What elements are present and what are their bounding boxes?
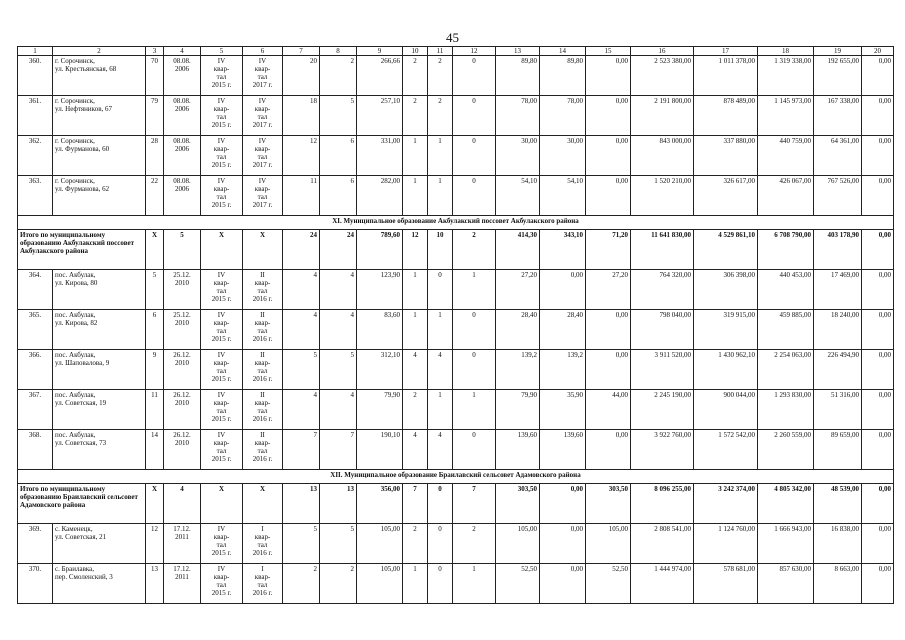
table-cell: IV квар- тал 2017 г.: [243, 56, 283, 96]
subtotal-cell: 48 539,00: [814, 484, 862, 524]
table-cell: 4: [428, 350, 453, 390]
table-cell: II квар- тал 2016 г.: [243, 390, 283, 430]
table-cell: 139,60: [540, 430, 586, 470]
table-cell: IV квар- тал 2017 г.: [243, 96, 283, 136]
table-cell: 0: [453, 56, 496, 96]
table-cell: 5: [320, 350, 357, 390]
subtotal-cell: 789,60: [357, 230, 403, 270]
table-cell: 2 523 380,00: [631, 56, 694, 96]
table-cell: 26.12. 2010: [164, 430, 201, 470]
table-cell: 900 044,00: [694, 390, 758, 430]
table-cell: 1: [403, 310, 428, 350]
table-cell: IV квар- тал 2017 г.: [243, 176, 283, 216]
table-cell: 306 398,00: [694, 270, 758, 310]
table-cell: 89,80: [496, 56, 540, 96]
table-cell: 89 659,00: [814, 430, 862, 470]
section-heading: XII. Муниципальное образование Браилавский сельсовет Адамовского района: [18, 470, 894, 484]
table-cell: IV квар- тал 2015 г.: [201, 56, 243, 96]
table-cell: 192 655,00: [814, 56, 862, 96]
table-row: [18, 430, 894, 470]
column-number-row: [18, 47, 894, 56]
table-cell: 52,50: [586, 564, 631, 604]
subtotal-cell: 12: [403, 230, 428, 270]
table-cell: 5: [320, 524, 357, 564]
table-cell: 26.12. 2010: [164, 390, 201, 430]
address-cell: г. Сорочинск, ул. Фурманова, 62: [53, 176, 146, 216]
table-cell: 312,10: [357, 350, 403, 390]
subtotal-cell: 13: [320, 484, 357, 524]
table-row: [18, 564, 894, 604]
column-number-cell: 2: [53, 47, 146, 56]
table-cell: 30,00: [540, 136, 586, 176]
table-cell: 16 838,00: [814, 524, 862, 564]
column-number-cell: 10: [403, 47, 428, 56]
subtotal-row: [18, 230, 894, 270]
table-cell: 440 453,00: [758, 270, 814, 310]
table-cell: 25.12. 2010: [164, 310, 201, 350]
table-cell: II квар- тал 2016 г.: [243, 270, 283, 310]
column-number-cell: 17: [694, 47, 758, 56]
table-cell: 4: [320, 310, 357, 350]
table-cell: 257,10: [357, 96, 403, 136]
column-number-cell: 9: [357, 47, 403, 56]
subtotal-cell: 403 178,90: [814, 230, 862, 270]
subtotal-cell: X: [243, 230, 283, 270]
table-cell: I квар- тал 2016 г.: [243, 564, 283, 604]
table-row: [18, 176, 894, 216]
table-cell: 5: [320, 96, 357, 136]
table-cell: 5: [283, 524, 320, 564]
table-cell: 83,60: [357, 310, 403, 350]
subtotal-cell: 8 096 255,00: [631, 484, 694, 524]
table-cell: 5: [283, 350, 320, 390]
table-cell: 0,00: [862, 524, 894, 564]
table-cell: 1 145 973,00: [758, 96, 814, 136]
table-cell: 28,40: [496, 310, 540, 350]
table-cell: 2: [403, 96, 428, 136]
table-cell: 2: [403, 390, 428, 430]
subtotal-cell: 6 708 790,00: [758, 230, 814, 270]
table-cell: 337 880,00: [694, 136, 758, 176]
table-cell: II квар- тал 2016 г.: [243, 310, 283, 350]
table-cell: 17.12. 2011: [164, 564, 201, 604]
row-number: 363.: [18, 176, 53, 216]
table-cell: 843 000,00: [631, 136, 694, 176]
table-cell: 13: [146, 564, 164, 604]
subtotal-cell: 24: [283, 230, 320, 270]
subtotal-cell: X: [146, 230, 164, 270]
table-cell: 08.08. 2006: [164, 96, 201, 136]
subtotal-cell: 303,50: [496, 484, 540, 524]
table-row: [18, 96, 894, 136]
row-number: 366.: [18, 350, 53, 390]
column-number-cell: 20: [862, 47, 894, 56]
table-cell: 8 663,00: [814, 564, 862, 604]
table-cell: 6: [320, 136, 357, 176]
table-cell: 2: [403, 56, 428, 96]
row-number: 365.: [18, 310, 53, 350]
address-cell: пос. Акбулак, ул. Кирова, 80: [53, 270, 146, 310]
subtotal-cell: 71,20: [586, 230, 631, 270]
table-cell: 20: [283, 56, 320, 96]
table-cell: 54,10: [540, 176, 586, 216]
table-cell: 79,90: [496, 390, 540, 430]
table-cell: 17 469,00: [814, 270, 862, 310]
column-number-cell: 14: [540, 47, 586, 56]
subtotal-cell: 10: [428, 230, 453, 270]
table-cell: 0,00: [540, 524, 586, 564]
table-cell: 1: [428, 176, 453, 216]
table-cell: 79,90: [357, 390, 403, 430]
column-number-cell: 15: [586, 47, 631, 56]
table-cell: 27,20: [496, 270, 540, 310]
table-cell: 1 124 760,00: [694, 524, 758, 564]
table-cell: 30,00: [496, 136, 540, 176]
table-cell: 0,00: [586, 136, 631, 176]
table-cell: 52,50: [496, 564, 540, 604]
table-cell: IV квар- тал 2015 г.: [201, 176, 243, 216]
registry-table: [17, 46, 894, 604]
section-heading: XI. Муниципальное образование Акбулакский поссовет Акбулакского района: [18, 216, 894, 230]
table-cell: 426 067,00: [758, 176, 814, 216]
table-cell: 326 617,00: [694, 176, 758, 216]
subtotal-cell: 343,10: [540, 230, 586, 270]
subtotal-cell: 11 641 830,00: [631, 230, 694, 270]
row-number: 362.: [18, 136, 53, 176]
table-cell: 0,00: [586, 310, 631, 350]
table-cell: 1: [428, 390, 453, 430]
table-cell: 4: [403, 350, 428, 390]
table-cell: 22: [146, 176, 164, 216]
column-number-cell: 5: [201, 47, 243, 56]
column-number-cell: 7: [283, 47, 320, 56]
subtotal-cell: X: [146, 484, 164, 524]
table-cell: 4: [283, 310, 320, 350]
table-cell: 1: [403, 136, 428, 176]
table-cell: 105,00: [496, 524, 540, 564]
address-cell: с. Браилавка, пер. Смоленский, 3: [53, 564, 146, 604]
table-cell: 2 245 190,00: [631, 390, 694, 430]
table-row: [18, 524, 894, 564]
table-cell: IV квар- тал 2015 г.: [201, 270, 243, 310]
table-cell: 4: [283, 390, 320, 430]
table-cell: 2: [320, 564, 357, 604]
table-cell: 1: [403, 564, 428, 604]
table-cell: 0,00: [862, 350, 894, 390]
table-cell: 3 922 760,00: [631, 430, 694, 470]
table-cell: 51 316,00: [814, 390, 862, 430]
table-cell: 1 011 378,00: [694, 56, 758, 96]
subtotal-cell: 414,30: [496, 230, 540, 270]
table-cell: 139,60: [496, 430, 540, 470]
table-cell: 7: [320, 430, 357, 470]
table-cell: 190,10: [357, 430, 403, 470]
subtotal-cell: 0,00: [540, 484, 586, 524]
table-cell: 1: [428, 310, 453, 350]
address-cell: пос. Акбулак, ул. Кирова, 82: [53, 310, 146, 350]
table-cell: 0: [453, 176, 496, 216]
row-number: 361.: [18, 96, 53, 136]
table-cell: 1: [453, 390, 496, 430]
table-cell: 226 494,90: [814, 350, 862, 390]
section-heading-row: [18, 470, 894, 484]
table-cell: 0,00: [862, 564, 894, 604]
table-cell: 79: [146, 96, 164, 136]
table-cell: 0: [453, 350, 496, 390]
table-cell: 878 489,00: [694, 96, 758, 136]
table-cell: 2: [320, 56, 357, 96]
subtotal-cell: 0,00: [862, 230, 894, 270]
table-cell: 764 320,00: [631, 270, 694, 310]
subtotal-cell: 3 242 374,00: [694, 484, 758, 524]
table-cell: 282,00: [357, 176, 403, 216]
table-cell: 0,00: [862, 430, 894, 470]
table-cell: 4: [403, 430, 428, 470]
subtotal-cell: 356,00: [357, 484, 403, 524]
table-cell: IV квар- тал 2015 г.: [201, 524, 243, 564]
table-cell: 0: [453, 136, 496, 176]
subtotal-cell: X: [201, 230, 243, 270]
section-heading-row: [18, 216, 894, 230]
table-cell: IV квар- тал 2015 г.: [201, 390, 243, 430]
table-cell: 78,00: [496, 96, 540, 136]
address-cell: г. Сорочинск, ул. Нефтяников, 67: [53, 96, 146, 136]
row-number: 364.: [18, 270, 53, 310]
table-cell: 0,00: [862, 390, 894, 430]
page-number: 45: [446, 30, 459, 45]
table-cell: 167 338,00: [814, 96, 862, 136]
table-cell: 4: [320, 390, 357, 430]
table-cell: 0: [428, 524, 453, 564]
table-cell: 08.08. 2006: [164, 56, 201, 96]
table-cell: 28,40: [540, 310, 586, 350]
subtotal-cell: X: [201, 484, 243, 524]
table-cell: 1: [453, 564, 496, 604]
table-cell: 26.12. 2010: [164, 350, 201, 390]
table-cell: 2 260 559,00: [758, 430, 814, 470]
table-cell: 1 319 338,00: [758, 56, 814, 96]
table-cell: 0,00: [586, 430, 631, 470]
table-cell: 17.12. 2011: [164, 524, 201, 564]
table-row: [18, 56, 894, 96]
table-cell: 78,00: [540, 96, 586, 136]
table-cell: 0,00: [586, 96, 631, 136]
column-number-cell: 18: [758, 47, 814, 56]
table-cell: 3 911 520,00: [631, 350, 694, 390]
address-cell: г. Сорочинск, ул. Фурманова, 60: [53, 136, 146, 176]
table-cell: IV квар- тал 2015 г.: [201, 136, 243, 176]
table-cell: IV квар- тал 2015 г.: [201, 96, 243, 136]
address-cell: г. Сорочинск, ул. Крестьянская, 68: [53, 56, 146, 96]
table-cell: 12: [146, 524, 164, 564]
table-cell: 0,00: [862, 136, 894, 176]
table-cell: 0: [453, 430, 496, 470]
column-number-cell: 13: [496, 47, 540, 56]
table-cell: 857 630,00: [758, 564, 814, 604]
table-cell: 4: [320, 270, 357, 310]
table-row: [18, 270, 894, 310]
column-number-cell: 8: [320, 47, 357, 56]
table-cell: II квар- тал 2016 г.: [243, 350, 283, 390]
table-cell: 28: [146, 136, 164, 176]
table-cell: IV квар- тал 2015 г.: [201, 310, 243, 350]
table-cell: 1 444 974,00: [631, 564, 694, 604]
table-cell: 0: [453, 310, 496, 350]
column-number-cell: 19: [814, 47, 862, 56]
row-number: 368.: [18, 430, 53, 470]
table-cell: 1 430 962,10: [694, 350, 758, 390]
table-cell: 1: [428, 136, 453, 176]
table-cell: IV квар- тал 2017 г.: [243, 136, 283, 176]
table-cell: II квар- тал 2016 г.: [243, 430, 283, 470]
subtotal-cell: 7: [453, 484, 496, 524]
table-cell: I квар- тал 2016 г.: [243, 524, 283, 564]
table-cell: 12: [283, 136, 320, 176]
address-cell: с. Каменецк, ул. Советская, 21: [53, 524, 146, 564]
subtotal-cell: 5: [164, 230, 201, 270]
table-cell: 27,20: [586, 270, 631, 310]
table-row: [18, 136, 894, 176]
subtotal-cell: 303,50: [586, 484, 631, 524]
subtotal-label: Итого по муниципальному образованию Акбулакский поссовет Акбулакского района: [18, 230, 146, 270]
table-cell: 2 808 541,00: [631, 524, 694, 564]
table-cell: 6: [146, 310, 164, 350]
table-cell: 0,00: [540, 564, 586, 604]
table-cell: 139,2: [540, 350, 586, 390]
table-cell: 1 520 210,00: [631, 176, 694, 216]
table-cell: 7: [283, 430, 320, 470]
table-cell: 89,80: [540, 56, 586, 96]
table-cell: 9: [146, 350, 164, 390]
table-cell: IV квар- тал 2015 г.: [201, 430, 243, 470]
table-cell: 2 254 063,00: [758, 350, 814, 390]
table-cell: 578 681,00: [694, 564, 758, 604]
table-cell: 6: [320, 176, 357, 216]
table-cell: 2: [403, 524, 428, 564]
table-cell: 0,00: [540, 270, 586, 310]
table-cell: 08.08. 2006: [164, 136, 201, 176]
table-cell: 0,00: [586, 176, 631, 216]
table-cell: IV квар- тал 2015 г.: [201, 564, 243, 604]
subtotal-cell: X: [243, 484, 283, 524]
row-number: 369.: [18, 524, 53, 564]
column-number-cell: 11: [428, 47, 453, 56]
table-cell: IV квар- тал 2015 г.: [201, 350, 243, 390]
table-cell: 08.08. 2006: [164, 176, 201, 216]
table-cell: 1 666 943,00: [758, 524, 814, 564]
table-row: [18, 390, 894, 430]
table-cell: 1 572 542,00: [694, 430, 758, 470]
row-number: 367.: [18, 390, 53, 430]
table-cell: 123,90: [357, 270, 403, 310]
subtotal-cell: 7: [403, 484, 428, 524]
table-cell: 0,00: [862, 270, 894, 310]
column-number-cell: 4: [164, 47, 201, 56]
table-row: [18, 350, 894, 390]
table-cell: 2: [453, 524, 496, 564]
table-cell: 459 885,00: [758, 310, 814, 350]
table-body: [18, 47, 894, 604]
table-cell: 18: [283, 96, 320, 136]
table-cell: 1 293 830,00: [758, 390, 814, 430]
table-cell: 0,00: [586, 56, 631, 96]
table-cell: 11: [283, 176, 320, 216]
table-cell: 1: [403, 270, 428, 310]
table-cell: 44,00: [586, 390, 631, 430]
table-cell: 5: [146, 270, 164, 310]
table-cell: 14: [146, 430, 164, 470]
table-cell: 0,00: [862, 56, 894, 96]
table-cell: 0: [428, 270, 453, 310]
subtotal-cell: 24: [320, 230, 357, 270]
table-cell: 798 040,00: [631, 310, 694, 350]
table-cell: 767 526,00: [814, 176, 862, 216]
table-cell: 11: [146, 390, 164, 430]
table-cell: 266,66: [357, 56, 403, 96]
table-cell: 0,00: [862, 310, 894, 350]
table-cell: 0,00: [586, 350, 631, 390]
table-cell: 70: [146, 56, 164, 96]
subtotal-cell: 0,00: [862, 484, 894, 524]
table-cell: 2 191 800,00: [631, 96, 694, 136]
table-cell: 4: [283, 270, 320, 310]
subtotal-cell: 4: [164, 484, 201, 524]
table-cell: 440 759,00: [758, 136, 814, 176]
table-cell: 54,10: [496, 176, 540, 216]
column-number-cell: 1: [18, 47, 53, 56]
table-cell: 2: [428, 96, 453, 136]
column-number-cell: 3: [146, 47, 164, 56]
subtotal-cell: 4 529 861,10: [694, 230, 758, 270]
table-cell: 331,00: [357, 136, 403, 176]
table-cell: 105,00: [357, 564, 403, 604]
subtotal-cell: 2: [453, 230, 496, 270]
column-number-cell: 12: [453, 47, 496, 56]
table-cell: 0,00: [862, 96, 894, 136]
table-cell: 2: [283, 564, 320, 604]
row-number: 360.: [18, 56, 53, 96]
table-cell: 4: [428, 430, 453, 470]
table-cell: 1: [403, 176, 428, 216]
table-cell: 105,00: [357, 524, 403, 564]
column-number-cell: 16: [631, 47, 694, 56]
table-cell: 139,2: [496, 350, 540, 390]
subtotal-cell: 13: [283, 484, 320, 524]
table-cell: 35,90: [540, 390, 586, 430]
subtotal-cell: 4 805 342,00: [758, 484, 814, 524]
table-cell: 0,00: [862, 176, 894, 216]
address-cell: пос. Акбулак, ул. Советская, 19: [53, 390, 146, 430]
column-number-cell: 6: [243, 47, 283, 56]
address-cell: пос. Акбулак, ул. Советская, 73: [53, 430, 146, 470]
table-cell: 105,00: [586, 524, 631, 564]
subtotal-label: Итого по муниципальному образованию Браилавский сельсовет Адамовского района: [18, 484, 146, 524]
subtotal-row: [18, 484, 894, 524]
table-cell: 2: [428, 56, 453, 96]
address-cell: пос. Акбулак, ул. Шаповалова, 9: [53, 350, 146, 390]
table-cell: 25.12. 2010: [164, 270, 201, 310]
table-cell: 64 361,00: [814, 136, 862, 176]
subtotal-cell: 0: [428, 484, 453, 524]
table-row: [18, 310, 894, 350]
table-cell: 0: [453, 96, 496, 136]
table-cell: 319 915,00: [694, 310, 758, 350]
table-cell: 18 240,00: [814, 310, 862, 350]
row-number: 370.: [18, 564, 53, 604]
table-cell: 0: [428, 564, 453, 604]
table-cell: 1: [453, 270, 496, 310]
